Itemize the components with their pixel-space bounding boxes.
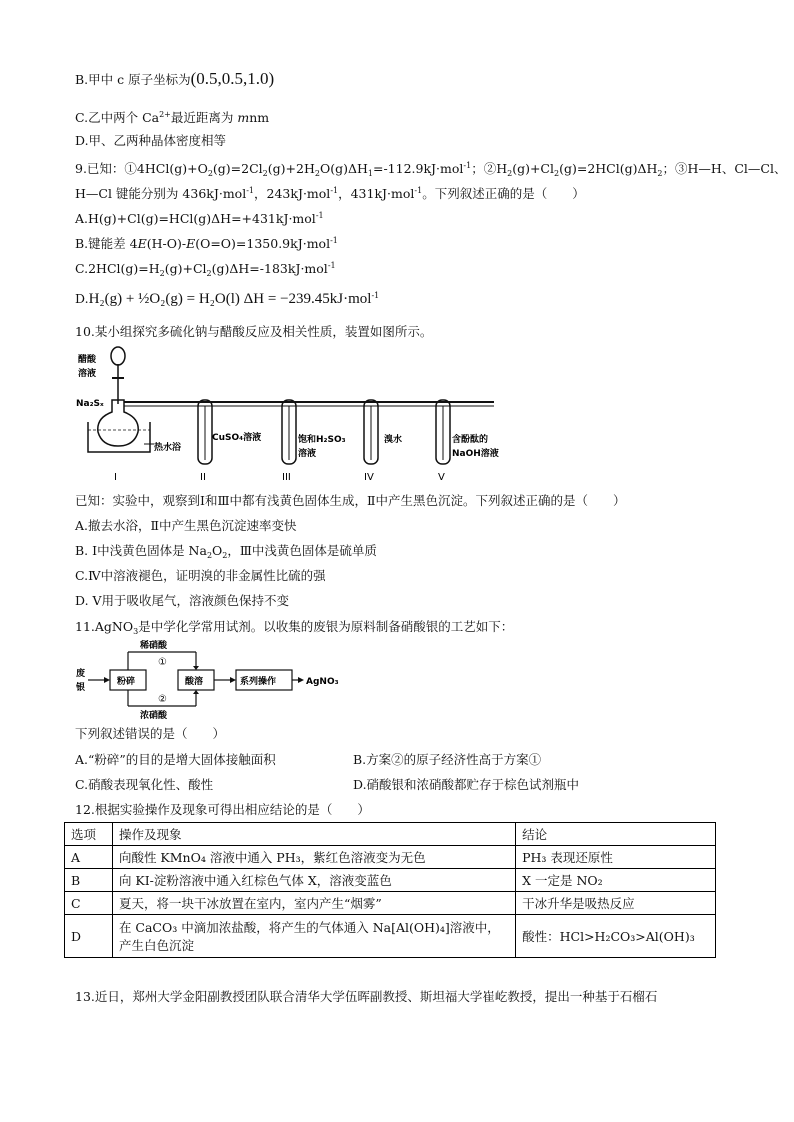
- row-a-operation: 向酸性 KMnO₄ 溶液中通入 PH₃，紫红色溶液变为无色: [112, 846, 515, 869]
- q9-stem-line2: H—Cl 键能分别为 436kJ·mol$^{-1}$，243kJ·mol$^{-1}$，431kJ·mol$^{-1}$。下列叙述正确的是（ ）: [75, 186, 585, 201]
- label-V: V: [438, 472, 445, 483]
- q11-option-c: C.硝酸表现氧化性、酸性: [75, 777, 214, 792]
- label-II: II: [200, 472, 206, 483]
- label-III: III: [282, 472, 291, 483]
- q12-table: [64, 822, 716, 958]
- header-option: 选项: [65, 823, 113, 846]
- label-route-2: ②: [158, 694, 167, 705]
- row-d-operation-line1: 在 CaCO₃ 中滴加浓盐酸，将产生的气体通入 Na[Al(OH)₄]溶液中，: [118, 920, 500, 935]
- q9-option-c: $C.2HCl(g)=H_2(g)+Cl_2(g)\Delta H=-183kJ\cdot mol^{-1}$: [75, 261, 336, 278]
- label-silver: 银: [76, 683, 86, 693]
- q11-option-d: D.硝酸银和浓硝酸都贮存于棕色试剂瓶中: [353, 777, 580, 792]
- q10-option-d: D. Ⅴ用于吸收尾气，溶液颜色保持不变: [75, 593, 290, 608]
- label-route-1: ①: [158, 657, 167, 668]
- row-c-operation: 夏天，将一块干冰放置在室内，室内产生“烟雾”: [112, 892, 515, 915]
- label-dilute-nitric: 稀硝酸: [140, 641, 168, 651]
- label-cuso4: CuSO₄溶液: [212, 433, 262, 443]
- table-row: [65, 846, 716, 869]
- label-IV: IV: [364, 472, 374, 483]
- q10-apparatus-figure: [74, 344, 514, 484]
- row-c-conclusion: 干冰升华是吸热反应: [516, 892, 716, 915]
- header-operation: 操作及现象: [112, 823, 515, 846]
- q9-stem-line1: 9.已知：$①4HCl(g)+O_2(g)=2Cl_2(g)+2H_2O(g)\Delta H_1=-112.9kJ\cdot mol^{-1}$；$②H_2(g)+Cl_2(g)=2HCl(g)\Delta H_2$；③H—H、Cl—Cl、: [75, 161, 787, 178]
- q8-option-c: C.乙中两个 $Ca^{2+}$最近距离为 mnm: [75, 110, 270, 125]
- q9-option-a: A.H(g)+Cl(g)=HCl(g)ΔH=+431kJ·mol$^{-1}$: [75, 211, 324, 226]
- q9-option-b: B.键能差 4E(H-O)-E(O=O)=1350.9kJ·mol$^{-1}$: [75, 236, 338, 251]
- label-h2so3-solution: 溶液: [298, 449, 317, 459]
- table-row: [65, 915, 716, 958]
- header-conclusion: 结论: [516, 823, 716, 846]
- q8-option-d: D.甲、乙两种晶体密度相等: [75, 133, 227, 148]
- q11-stem: 11.AgNO$_3$是中学化学常用试剂。以收集的废银为原料制备硝酸银的工艺如下：: [75, 619, 514, 636]
- label-I: I: [114, 472, 117, 483]
- row-a-option: A: [65, 846, 113, 869]
- q11-process-figure: [74, 640, 339, 721]
- q10-option-b: B. Ⅰ中浅黄色固体是 $Na_2O_2$，Ⅲ中浅黄色固体是硫单质: [75, 543, 377, 560]
- row-d-option: D: [65, 915, 113, 958]
- row-d-conclusion: 酸性：HCl>H₂CO₃>Al(OH)₃: [516, 915, 716, 958]
- label-na2sx: Na₂Sₓ: [76, 399, 104, 409]
- row-b-conclusion: X 一定是 NO₂: [516, 869, 716, 892]
- label-hot-water-bath: 热水浴: [154, 443, 182, 453]
- q10-option-a: A.撤去水浴，Ⅱ中产生黑色沉淀速率变快: [75, 518, 297, 533]
- label-acetic-acid-solution: 溶液: [78, 369, 97, 379]
- q11-ask: 下列叙述错误的是（ ）: [75, 726, 226, 741]
- label-crush: 粉碎: [117, 677, 136, 687]
- q9-option-d: D.H₂(g) + ½O₂(g) = H₂O(l) ΔH = −239.45kJ·mol$^{-1}$: [75, 291, 380, 307]
- q10-known: 已知：实验中，观察到Ⅰ和Ⅲ中都有浅黄色固体生成，Ⅱ中产生黑色沉淀。下列叙述正确的是（ ）: [75, 493, 626, 508]
- table-row: [65, 892, 716, 915]
- q10-option-c: C.Ⅳ中溶液褪色，证明溴的非金属性比硫的强: [75, 568, 326, 583]
- label-conc-nitric: 浓硝酸: [140, 711, 168, 721]
- row-a-conclusion: PH₃ 表现还原性: [516, 846, 716, 869]
- table-row: [65, 869, 716, 892]
- label-acid-dissolve: 酸溶: [185, 677, 204, 687]
- label-agno3: AgNO₃: [306, 677, 339, 687]
- label-h2so3: 饱和H₂SO₃: [298, 435, 346, 445]
- table-header-row: [65, 823, 716, 846]
- row-d-operation: [112, 915, 515, 958]
- q11-option-a: A.“粉碎”的目的是增大固体接触面积: [75, 752, 276, 767]
- q10-stem: 10.某小组探究多硫化钠与醋酸反应及相关性质，装置如图所示。: [75, 324, 433, 339]
- row-b-operation: 向 KI-淀粉溶液中通入红棕色气体 X，溶液变蓝色: [112, 869, 515, 892]
- q13-stem: 13.近日，郑州大学金阳副教授团队联合清华大学伍晖副教授、斯坦福大学崔屹教授，提出一种基于石榴石: [75, 989, 658, 1004]
- label-phenolphthalein: 含酚酞的: [452, 435, 489, 445]
- label-acetic-acid: 醋酸: [78, 355, 97, 365]
- row-d-operation-line2: 产生白色沉淀: [118, 938, 194, 953]
- label-naoh: NaOH溶液: [452, 449, 499, 459]
- label-waste: 废: [76, 669, 86, 679]
- row-b-option: B: [65, 869, 113, 892]
- q12-stem: 12.根据实验操作及现象可得出相应结论的是（ ）: [75, 802, 370, 817]
- label-series-ops: 系列操作: [240, 677, 277, 687]
- row-c-option: C: [65, 892, 113, 915]
- q11-option-b: B.方案②的原子经济性高于方案①: [353, 752, 542, 767]
- q8-option-b: B.甲中 c 原子坐标为(0.5,0.5,1.0): [75, 69, 275, 88]
- label-bromine-water: 溴水: [384, 435, 403, 445]
